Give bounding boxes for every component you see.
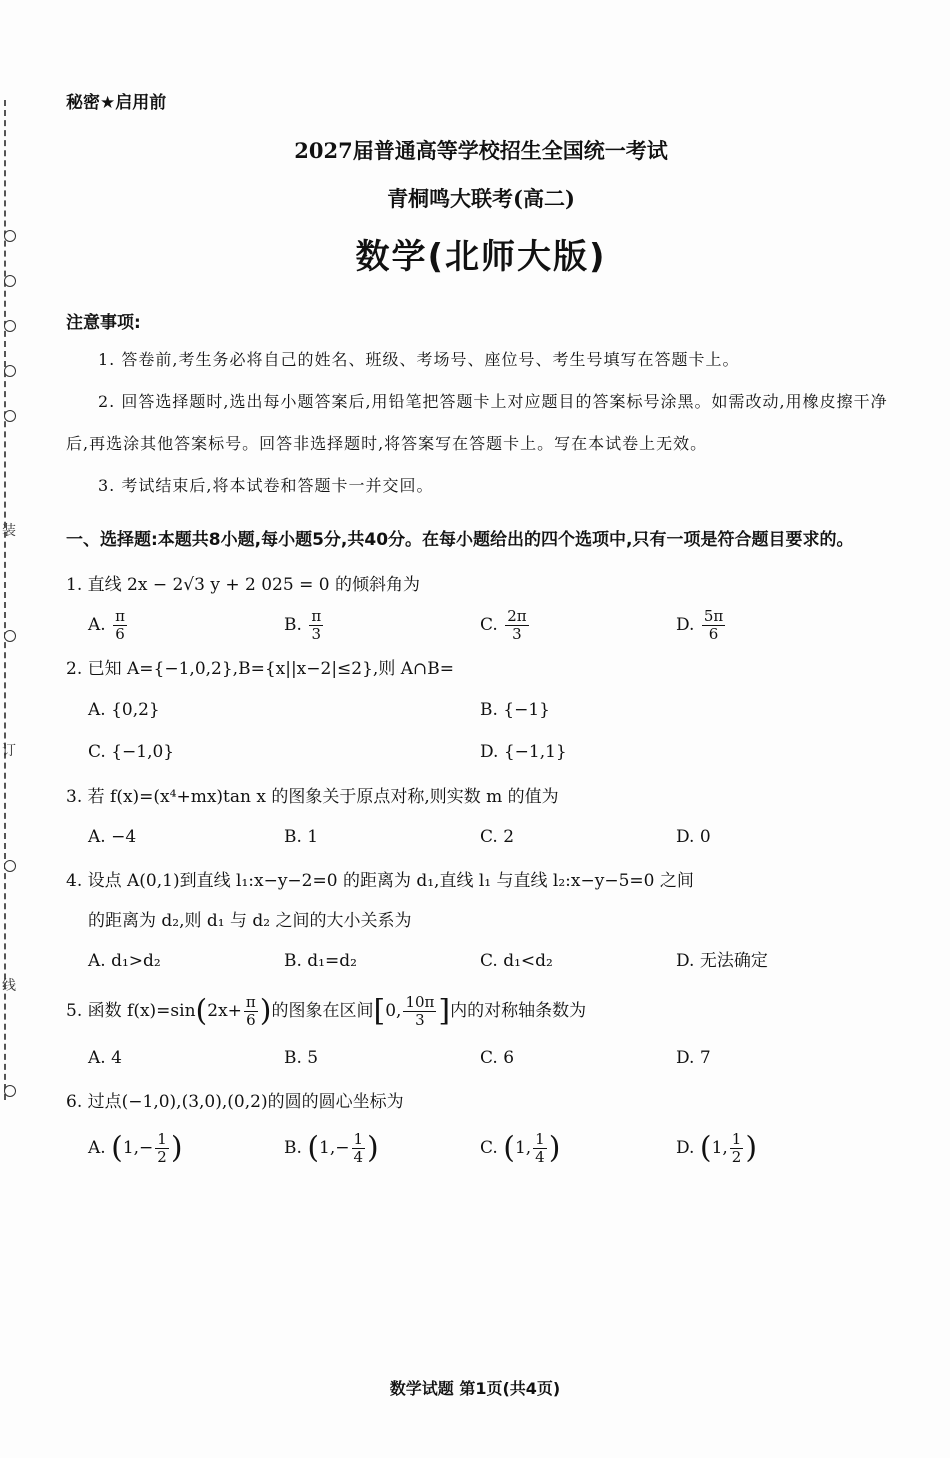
question-3-options	[66, 817, 896, 857]
option-a: A. $\frac{\pi}{6}$	[88, 607, 125, 643]
option-c: C. 2	[480, 827, 515, 847]
question-5-options	[66, 1038, 896, 1078]
option-b: B. 5	[284, 1047, 319, 1068]
question-2: 2. 已知 A={−1,0,2},B={x||x−2|≤2},则 A∩B=	[66, 659, 454, 679]
binding-mark: 线	[2, 978, 16, 994]
option-d: D. $\frac{5\pi}{6}$	[676, 607, 724, 643]
binding-hole	[4, 275, 16, 287]
option-a: A. −4	[88, 827, 137, 847]
exam-subtitle: 青桐鸣大联考(高二)	[387, 186, 575, 211]
question-5: 5. 函数 f(x)=sin(2x+ $\frac{\pi}{6}$ )的图象在区间[0, $\frac{10\pi}{3}$ ]内的对称轴条数为	[66, 993, 587, 1029]
binding-hole	[4, 410, 16, 422]
question-3: 3. 若 f(x)=(x⁴+mx)tan x 的图象关于原点对称,则实数 m 的值为	[66, 787, 559, 807]
option-b: B. {−1}	[480, 700, 550, 720]
option-a: A. {0,2}	[88, 700, 160, 720]
option-d: D. 7	[676, 1047, 711, 1068]
question-6-options	[66, 1122, 896, 1175]
binding-mark: 装	[2, 523, 16, 539]
question-2-options	[66, 731, 896, 773]
binding-hole	[4, 630, 16, 642]
option-d: D. 无法确定	[676, 951, 768, 971]
exam-title: 2027届普通高等学校招生全国统一考试	[294, 138, 668, 163]
binding-hole	[4, 230, 16, 242]
notice-item: 3. 考试结束后,将本试卷和答题卡一并交回。	[98, 476, 434, 495]
option-a: A. d₁>d₂	[88, 951, 161, 971]
binding-hole	[4, 860, 16, 872]
subject-title: 数学(北师大版)	[355, 237, 607, 277]
secret-label: 秘密★启用前	[66, 93, 167, 113]
section-heading: 一、选择题:本题共8小题,每小题5分,共40分。在每小题给出的四个选项中,只有一项是符合题目要求的。	[66, 530, 854, 550]
question-2-options	[66, 689, 896, 731]
notice-item: 1. 答卷前,考生务必将自己的姓名、班级、考场号、座位号、考生号填写在答题卡上。	[98, 350, 740, 369]
option-c: C. $\frac{2\pi}{3}$	[480, 607, 527, 643]
option-a: A. 4	[88, 1047, 122, 1068]
notice-list	[66, 339, 896, 507]
binding-mark: 订	[2, 743, 16, 759]
page-footer: 数学试题 第1页(共4页)	[389, 1379, 561, 1398]
binding-hole	[4, 1085, 16, 1097]
option-c: C. {−1,0}	[88, 742, 175, 762]
binding-line	[2, 100, 16, 1100]
binding-hole	[4, 320, 16, 332]
question-4-cont: 的距离为 d₂,则 d₁ 与 d₂ 之间的大小关系为	[88, 911, 412, 931]
option-b: B. (1,− $\frac{1}{4}$ )	[284, 1129, 379, 1166]
exam-page	[66, 88, 896, 1174]
question-6: 6. 过点(−1,0),(3,0),(0,2)的圆的圆心坐标为	[66, 1091, 404, 1112]
question-4: 4. 设点 A(0,1)到直线 l₁:x−y−2=0 的距离为 d₁,直线 l₁ 与直线 l₂:x−y−5=0 之间	[66, 871, 694, 891]
option-d: D. (1, $\frac{1}{2}$ )	[676, 1129, 758, 1166]
option-d: D. {−1,1}	[480, 742, 567, 762]
notice-item: 2. 回答选择题时,选出每小题答案后,用铅笔把答题卡上对应题目的答案标号涂黑。如需改动,用橡皮擦干净后,再选涂其他答案标号。回答非选择题时,将答案写在答题卡上。写在本试卷上无效。	[66, 392, 888, 453]
binding-hole	[4, 365, 16, 377]
option-b: B. 1	[284, 827, 319, 847]
question-1: 1. 直线 2x − 2√3 y + 2 025 = 0 的倾斜角为	[66, 575, 420, 595]
option-c: C. (1, $\frac{1}{4}$ )	[480, 1129, 561, 1166]
notice-heading: 注意事项:	[66, 313, 141, 333]
option-b: B. d₁=d₂	[284, 951, 357, 971]
option-c: C. d₁<d₂	[480, 951, 553, 971]
option-d: D. 0	[676, 827, 711, 847]
question-1-options	[66, 605, 896, 645]
option-c: C. 6	[480, 1047, 515, 1068]
question-4-options	[66, 941, 896, 981]
option-a: A. (1,− $\frac{1}{2}$ )	[88, 1129, 183, 1166]
option-b: B. $\frac{\pi}{3}$	[284, 607, 322, 643]
